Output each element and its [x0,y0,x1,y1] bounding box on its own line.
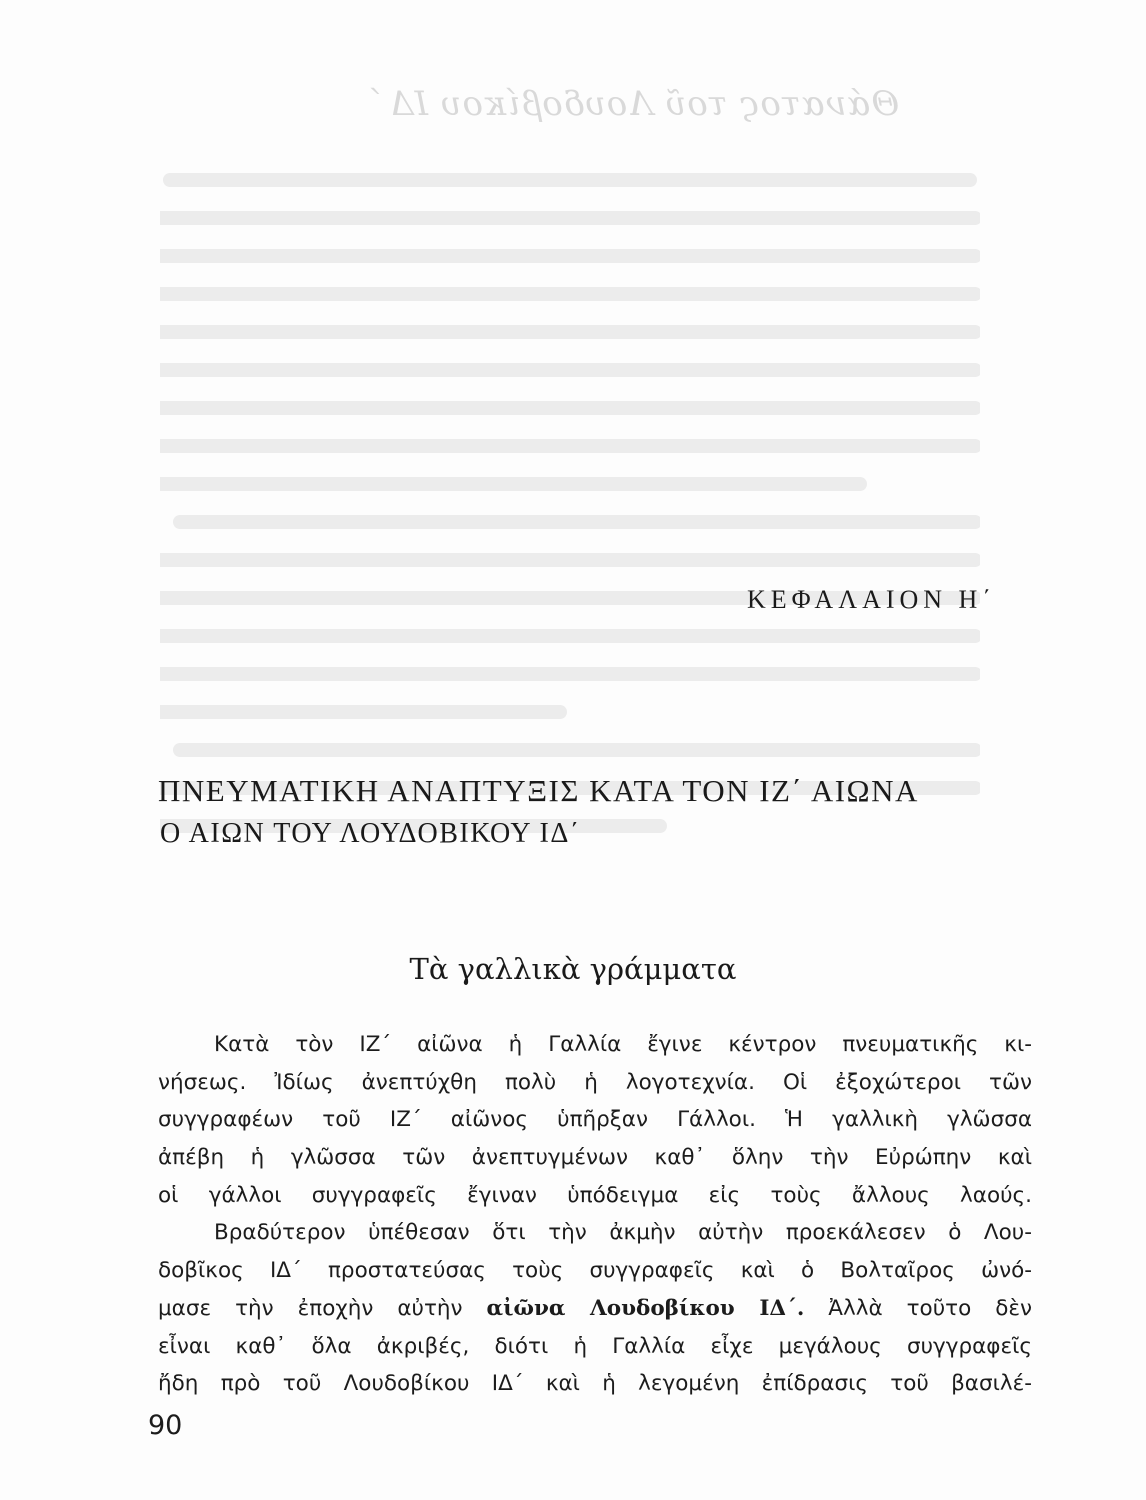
paragraph-2-line-2: δοβῖκος ΙΔ΄ προστατεύσας τοὺς συγγραφεῖς καὶ ὁ Βολταῖρος ὠνό- [158,1258,1032,1284]
paragraph-2-line-3-end: Ἀλλὰ τοῦτο δὲν [804,1295,1032,1321]
bleed-through-heading: Θάνατος τοῦ Λουδοβίκου ΙΔ΄ [370,84,900,124]
chapter-label: ΚΕΦΑΛΑΙΟΝ Η΄ [747,585,996,614]
page-number: 90 [148,1410,183,1441]
paragraph-1-line-1: Κατὰ τὸν ΙΖ΄ αἰῶνα ἡ Γαλλία ἔγινε κέντρον πνευματικῆς κι- [214,1032,1032,1057]
bleed-through-text-texture [160,160,980,840]
paragraph-1-line-3: συγγραφέων τοῦ ΙΖ΄ αἰῶνος ὑπῆρξαν Γάλλοι. Ἡ γαλλικὴ γλῶσσα [158,1107,1032,1133]
emphasized-era-name: αἰῶνα Λουδοβίκου ΙΔ΄. [486,1295,805,1321]
section-title: Τὰ γαλλικὰ γράμματα [409,952,737,986]
paragraph-2-line-5: ἤδη πρὸ τοῦ Λουδοβίκου ΙΔ΄ καὶ ἡ λεγομένη ἐπίδρασις τοῦ βασιλέ- [158,1371,1032,1397]
paragraph-2-line-4: εἶναι καθ᾿ ὅλα ἀκριβές, διότι ἡ Γαλλία εἶχε μεγάλους συγγραφεῖς [158,1333,1032,1359]
paragraph-1-line-4: ἀπέβη ἡ γλῶσσα τῶν ἀνεπτυγμένων καθ᾿ ὅλην τὴν Εὐρώπην καὶ [158,1145,1032,1171]
paragraph-1-line-2: νήσεως. Ἰδίως ἀνεπτύχθη πολὺ ἡ λογοτεχνία. Οἱ ἐξοχώτεροι τῶν [158,1069,1032,1095]
chapter-subtitle: Ο ΑΙΩΝ ΤΟΥ ΛΟΥΔΟΒΙΚΟΥ ΙΔ΄ [160,818,581,849]
paragraph-2-line-3 [158,1290,1032,1328]
paragraph-2-line-3-start: μασε τὴν ἐποχὴν αὐτὴν [158,1295,487,1321]
chapter-title: ΠΝΕΥΜΑΤΙΚΗ ΑΝΑΠΤΥΞΙΣ ΚΑΤΑ ΤΟΝ ΙΖ΄ ΑΙΩΝΑ [158,773,919,808]
body-text [158,1026,1032,1403]
paragraph-2-line-1: Βραδύτερον ὑπέθεσαν ὅτι τὴν ἀκμὴν αὐτὴν προεκάλεσεν ὁ Λου- [214,1220,1032,1246]
paragraph-1-line-5: οἱ γάλλοι συγγραφεῖς ἔγιναν ὑπόδειγμα εἰς τοὺς ἄλλους λαούς. [158,1182,1032,1208]
